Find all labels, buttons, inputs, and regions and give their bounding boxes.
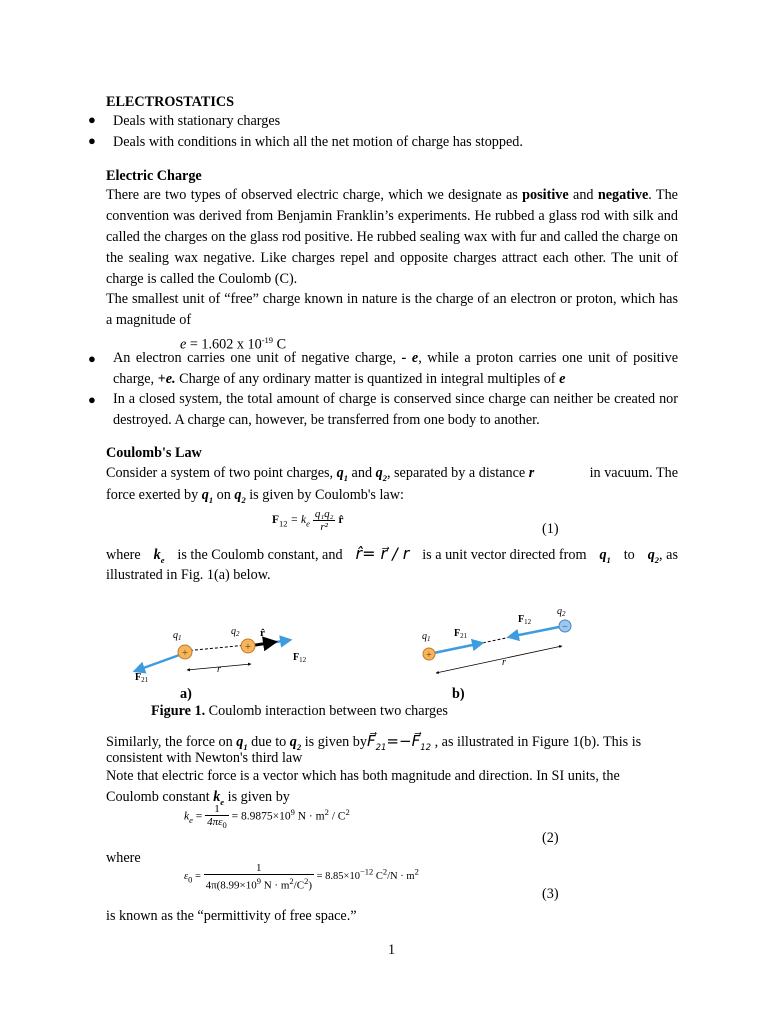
bullet-text: Deals with conditions in which all the net motion of charge has stopped. bbox=[113, 134, 523, 150]
distance-marker bbox=[436, 646, 562, 673]
sub: 1 bbox=[243, 741, 248, 752]
text: , as illustrated in Figure 1(b). This is bbox=[431, 734, 642, 750]
bullet-text: Deals with stationary charges bbox=[113, 113, 281, 129]
text: due to bbox=[247, 734, 290, 750]
heading-electric-charge: Electric Charge bbox=[106, 168, 202, 184]
label-q1: $q_1$ bbox=[173, 630, 182, 642]
where2-text: where bbox=[106, 850, 141, 866]
term-negative: negative bbox=[597, 187, 649, 203]
text: C bbox=[273, 336, 287, 353]
eq-lhs: F bbox=[272, 514, 280, 527]
paragraph-smallest-unit: The smallest unit of “free” charge known in nature is the charge of an electron or proton, which has a magnitude of bbox=[106, 291, 678, 328]
bullet-dot: ● bbox=[88, 133, 96, 148]
rhat-equation bbox=[355, 544, 409, 564]
equation-permittivity: $\varepsilon_0$ = $\frac{1}{4\pi(8.99\times 10^9 N \cdot m^2/C^2)}$ = $8.85\times 10^{-12}$ $C^2/N \cdot m^2$ bbox=[184, 862, 419, 892]
text: , while a proton carries one unit of positive charge, bbox=[113, 350, 678, 387]
sub: 2 bbox=[654, 554, 660, 565]
text: = 1.602 x 10 bbox=[186, 336, 262, 353]
sub: 1 bbox=[343, 472, 348, 483]
bullet-dot: ● bbox=[88, 112, 96, 127]
q2: q bbox=[647, 547, 655, 563]
denominator: r² bbox=[320, 521, 328, 533]
label-q2: $q_2$ bbox=[557, 606, 566, 618]
force-arrow-f21 bbox=[135, 653, 185, 671]
sub: e bbox=[160, 554, 165, 565]
equation-number: (1) bbox=[542, 521, 559, 537]
plus-sign: + bbox=[244, 641, 252, 653]
force-arrow-f12 bbox=[509, 626, 564, 637]
text: Coulomb constant bbox=[106, 789, 214, 805]
ke: k bbox=[213, 789, 221, 805]
text: There are two types of observed electric charge, which we designate as bbox=[106, 187, 523, 203]
text: on bbox=[213, 487, 235, 503]
figure-a-label: a) bbox=[180, 686, 192, 702]
bullet-charge-conservation: In a closed system, the total amount of charge is conserved since charge can neither be created nor destroyed. A charge can, however, be transferred from one body to another. bbox=[113, 391, 678, 428]
sub: e bbox=[220, 796, 225, 807]
sub: e bbox=[306, 518, 310, 529]
figure-b-label: b) bbox=[452, 686, 465, 702]
separation-line bbox=[185, 645, 247, 651]
eq-rhs: = r⃗ / r bbox=[362, 544, 410, 563]
bullet-dot: ● bbox=[88, 392, 96, 407]
text: and bbox=[568, 187, 598, 203]
text: Similarly, the force on bbox=[106, 734, 237, 750]
similarly-line2: consistent with Newton's third law bbox=[106, 750, 303, 766]
label-f12: $F_{12}$ bbox=[518, 614, 532, 626]
coulomb-intro-line2 bbox=[106, 485, 404, 510]
text: and bbox=[348, 465, 376, 481]
equation-coulomb-constant: $k_e$ = $\frac{1}{4\pi\varepsilon_0}$ = $8.9875\times 10^9$ $N \cdot m^2 / C^2$ bbox=[184, 803, 350, 831]
text: where bbox=[106, 547, 141, 563]
bullet-dot: ● bbox=[88, 351, 96, 366]
q1: q bbox=[599, 547, 607, 563]
eq-rhs: r̂ bbox=[338, 514, 344, 527]
where-line2: illustrated in Fig. 1(a) below. bbox=[106, 567, 271, 583]
r: r bbox=[528, 465, 535, 481]
text: An electron carries one unit of negative charge, bbox=[113, 350, 402, 366]
sub: 12 bbox=[279, 518, 288, 529]
label-r: r bbox=[217, 664, 221, 675]
label-f21: $F_{21}$ bbox=[135, 672, 149, 684]
eq-lhs: r̂ bbox=[355, 544, 363, 563]
text: Charge of any ordinary matter is quantized in integral multiples of bbox=[175, 371, 560, 387]
text: is a unit vector directed from bbox=[422, 547, 587, 563]
newton-equation: $F⃗_{21}=-F⃗_{12}$ bbox=[366, 732, 432, 753]
q2: q bbox=[375, 465, 383, 481]
permittivity-text: is known as the “permittivity of free space.” bbox=[106, 908, 357, 924]
text: is the Coulomb constant, and bbox=[177, 547, 343, 563]
sub: 1 bbox=[606, 554, 611, 565]
text: in vacuum. The bbox=[589, 465, 678, 481]
equation-number: (2) bbox=[542, 830, 559, 846]
label-f21: $F_{21}$ bbox=[454, 628, 468, 640]
equation-number: (3) bbox=[542, 886, 559, 902]
caption-label: Figure 1. bbox=[151, 703, 206, 719]
e-symbol: e bbox=[559, 371, 566, 387]
label-r: r bbox=[502, 657, 506, 668]
bullet-electron-charge bbox=[113, 348, 678, 390]
q1: q bbox=[201, 487, 209, 503]
figure-1a bbox=[125, 618, 325, 688]
label-rhat: r̂ bbox=[260, 627, 265, 639]
minus-sign: − bbox=[562, 622, 568, 633]
term-positive: positive bbox=[522, 187, 569, 203]
label-q2: $q_2$ bbox=[231, 626, 240, 638]
label-f12: $F_{12}$ bbox=[293, 652, 307, 664]
pos-e: +e. bbox=[157, 371, 176, 387]
plus-sign: + bbox=[426, 650, 432, 661]
eq-fraction: $\frac{1}{4\pi(8.99\times 10^9 N \cdot m^2/C^2)}$ bbox=[205, 862, 312, 892]
q2: q bbox=[234, 487, 242, 503]
sub: 2 bbox=[296, 741, 302, 752]
eq-fraction: $\frac{1}{4\pi\varepsilon_0}$ bbox=[207, 803, 227, 831]
paragraph-charge-types bbox=[106, 185, 678, 290]
q1: q bbox=[236, 734, 244, 750]
text: is given by Coulomb's law: bbox=[245, 487, 404, 503]
label-q1: $q_1$ bbox=[422, 631, 431, 643]
q1: q bbox=[336, 465, 344, 481]
page-number: 1 bbox=[388, 942, 396, 958]
figure-1b bbox=[412, 603, 597, 683]
eq-fraction bbox=[313, 508, 336, 533]
caption-text: Coulomb interaction between two charges bbox=[205, 703, 448, 719]
force-arrow-f21 bbox=[429, 643, 482, 654]
text: , as bbox=[659, 547, 678, 563]
ke: k bbox=[153, 547, 161, 563]
text: is given by bbox=[301, 734, 367, 750]
heading-electrostatics: ELECTROSTATICS bbox=[106, 94, 234, 110]
numerator: q₁q₂ bbox=[314, 508, 334, 520]
q2: q bbox=[289, 734, 297, 750]
figure-caption bbox=[151, 703, 448, 720]
text: force exerted by bbox=[106, 487, 202, 503]
text: . The convention was derived from Benjamin Franklin’s experiments. He rubbed a glass rod with silk and called the charges on the glass rod positive. He rubbed sealing wax with fur and called the charge on the sealing wax negative. Like charges repel and opposite charges attract each other. The unit of charge is called the Coulomb (C). bbox=[106, 187, 678, 287]
text: is given by bbox=[224, 789, 290, 805]
plus-sign: + bbox=[181, 647, 189, 659]
sub: 2 bbox=[241, 494, 246, 505]
equation-coulomb-law bbox=[272, 508, 343, 533]
text: Consider a system of two point charges, bbox=[106, 465, 337, 481]
sub: 1 bbox=[208, 494, 214, 505]
text: , separated by a distance bbox=[386, 465, 529, 481]
note-line1: Note that electric force is a vector which has both magnitude and direction. In SI units, the bbox=[106, 768, 620, 784]
neg-e: - e bbox=[401, 350, 419, 366]
heading-coulombs-law: Coulomb's Law bbox=[106, 445, 202, 461]
sub: 2 bbox=[382, 472, 387, 483]
exponent: -19 bbox=[261, 335, 274, 345]
text: to bbox=[623, 547, 635, 563]
eq-sign: = k bbox=[287, 514, 307, 527]
e-symbol: e bbox=[180, 336, 187, 353]
